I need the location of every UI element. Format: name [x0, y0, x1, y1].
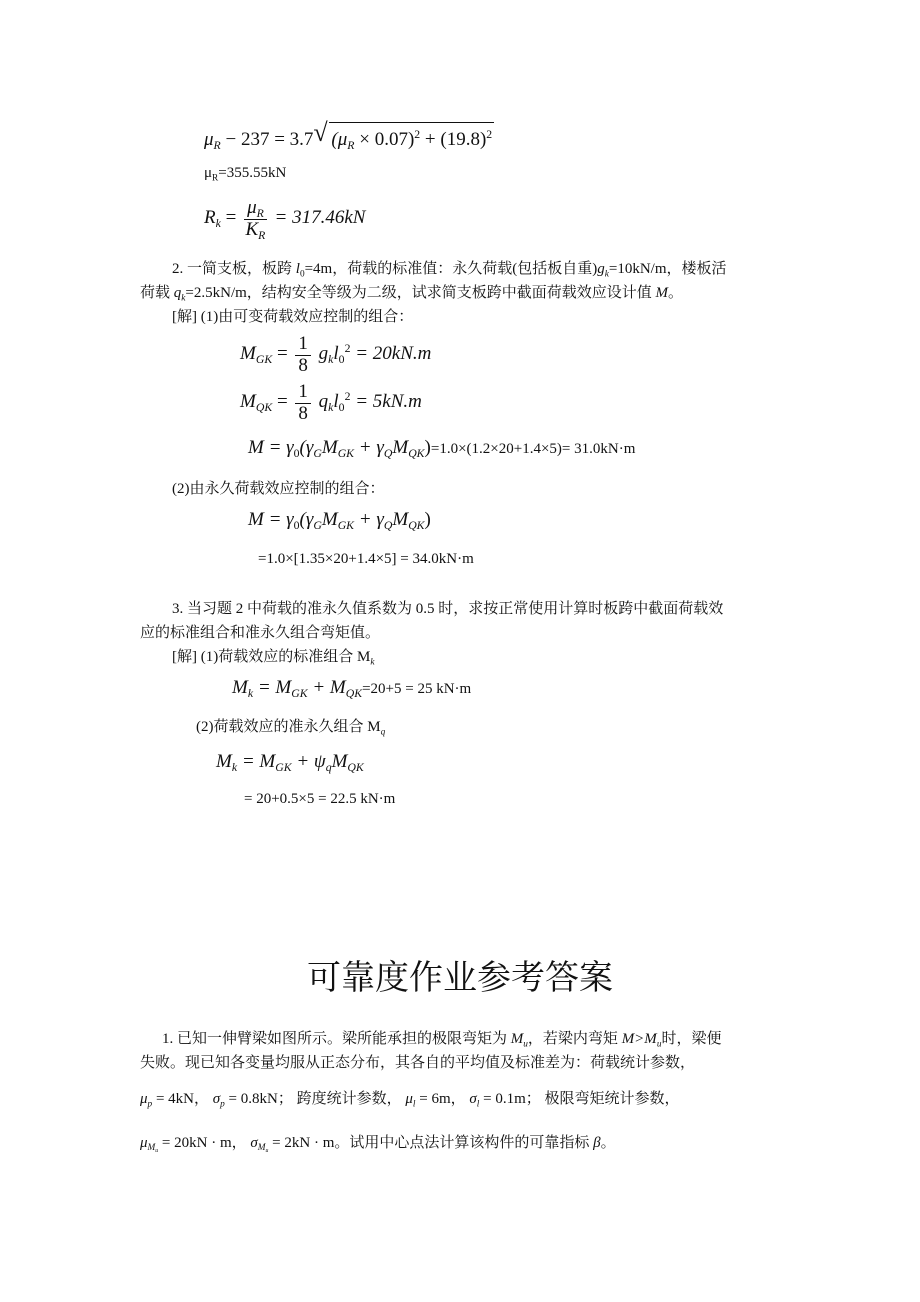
reliability-line4: $\mu_{M_u} = 20kN \cdot m$， $\sigma_{M_u} = 2kN \cdot m$。试用中心点法计算该构件的可靠指标 β。 — [140, 1135, 616, 1155]
problem2-solution-2: (2)由永久荷载效应控制的组合： — [172, 481, 385, 497]
equation-rk: $R_k$ = $\frac{\mu_R}{K_R}$ = 317.46kN — [204, 196, 366, 242]
equation-m-permanent: $M = \gamma_0(\gamma_GM_{GK} + \gamma_QM_{QK})$ — [248, 509, 431, 533]
problem3-line1: 3. 当习题 2 中荷载的准永久值系数为 0.5 时，求按正常使用计算时板跨中截面荷载效 — [172, 601, 724, 617]
section-title: 可靠度作业参考答案 — [307, 958, 613, 998]
mu-r-result: $\mu_R=355.55kN$ — [204, 165, 287, 184]
problem3-line2: 应的标准组合和准永久组合弯矩值。 — [140, 625, 381, 641]
problem3-solution-2: (2)荷载效应的准永久组合 $M_q$ — [196, 719, 386, 738]
equation-mk-standard: $M_k = M_{GK} + M_{QK}=20+5 = 25$ kN·m — [232, 677, 472, 701]
equation-m-variable: $M = \gamma_0(\gamma_GM_{GK} + \gamma_QM_{QK})=1.0\times(1.2\times 20+1.4\times 5)= 31.0kN\cdot m$ — [248, 437, 636, 461]
problem2-line1: 2. 一简支板，板跨 $l_0=4m$，荷载的标准值：永久荷载(包括板自重)$g_k=10kN/m$，楼板活 — [172, 261, 727, 280]
equation-mgk: $M_{GK}$ = $\frac{1}{8}$ $g_kl_0^2 = 20kN.m$ — [240, 332, 432, 376]
problem3-solution-1: [解] (1)荷载效应的标准组合 $M_k$ — [172, 649, 375, 668]
reliability-line1: 1. 已知一伸臂梁如图所示。梁所能承担的极限弯矩为 $M_u$，若梁内弯矩 $M>M_u$时，梁便 — [162, 1031, 722, 1050]
equation-mqk: $M_{QK}$ = $\frac{1}{8}$ $q_kl_0^2 = 5kN.m$ — [240, 380, 422, 424]
reliability-line3: $\mu_p = 4kN$， $\sigma_p = 0.8kN$； 跨度统计参数， $\mu_l = 6m$， $\sigma_l = 0.1m$； 极限弯矩统计参数， — [140, 1091, 680, 1110]
problem2-solution-1: [解] (1)由可变荷载效应控制的组合： — [172, 309, 414, 325]
problem2-line2: 荷载 $q_k=2.5kN/m$，结构安全等级为二级，试求简支板跨中截面荷载效应设计值 M。 — [140, 285, 684, 304]
reliability-line2: 失败。现已知各变量均服从正态分布，其各自的平均值及标准差为：荷载统计参数， — [140, 1055, 696, 1071]
mq-quasi-result: = 20+0.5×5 = 22.5 kN·m — [244, 791, 396, 807]
m-permanent-result: =1.0×[1.35×20+1.4×5] = 34.0kN·m — [258, 551, 474, 567]
equation-mu-r: $\mu_R - 237 = 3.7$ √ $(\mu_R \times 0.07)^2 + (19.8)^2$ — [204, 122, 494, 155]
equation-mq-quasi: $M_k = M_{GK} + \psi_qM_{QK}$ — [216, 751, 364, 775]
